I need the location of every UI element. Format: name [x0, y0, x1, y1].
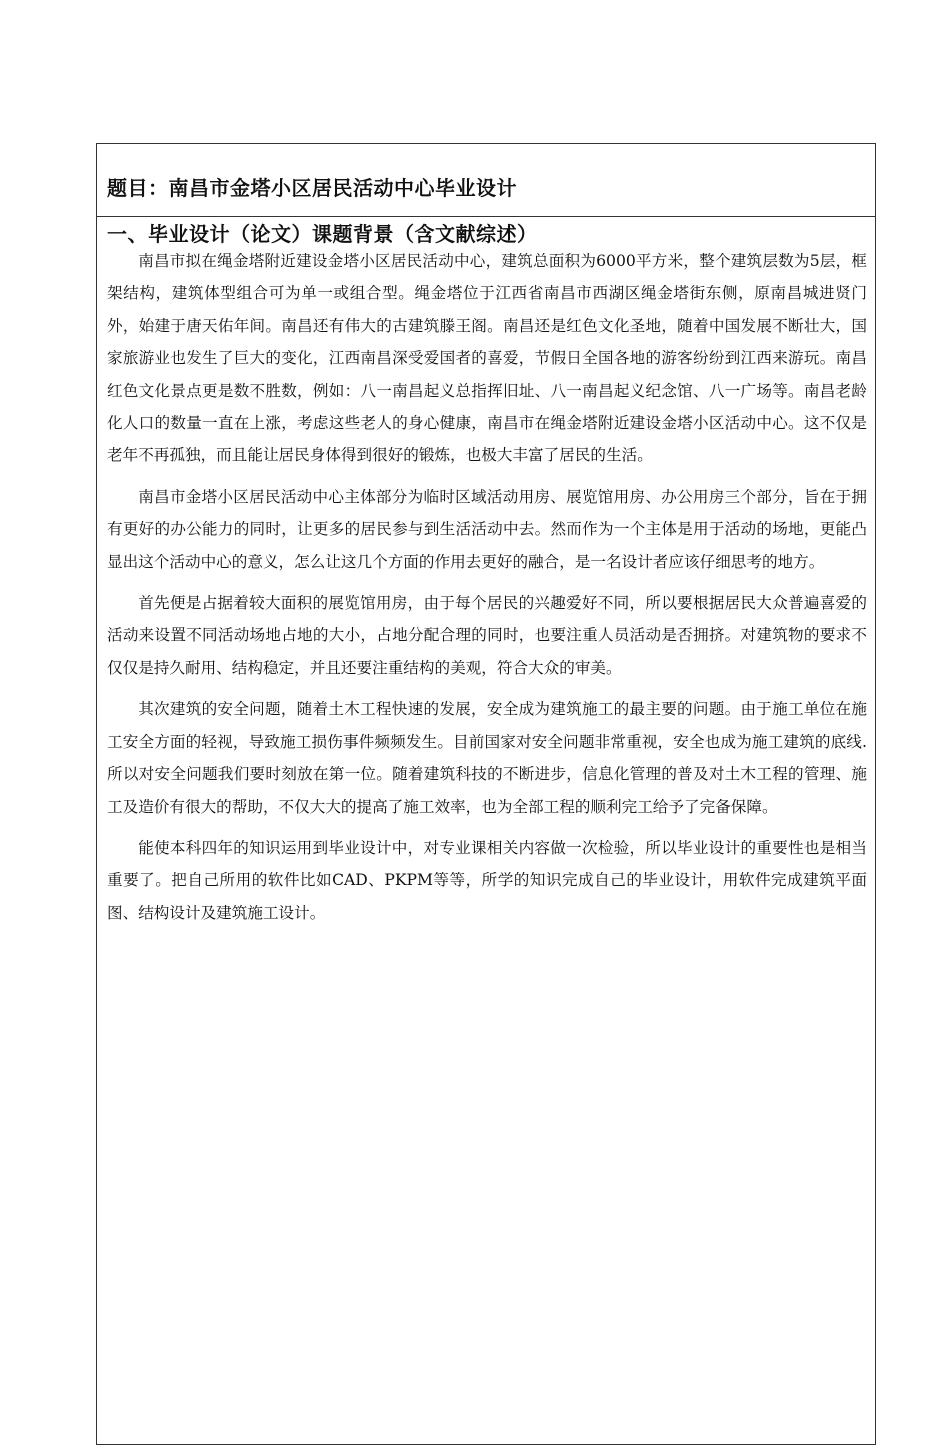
paragraph-3: 首先便是占据着较大面积的展览馆用房，由于每个居民的兴趣爱好不同，所以要根据居民大众普遍喜爱的活动来设置不同活动场地占地的大小，占地分配合理的同时，也要注重人员活动是否拥挤。对建筑物的要求不仅仅是持久耐用、结构稳定，并且还要注重结构的美观，符合大众的审美。 [107, 594, 867, 677]
section-heading: 一、毕业设计（论文）课题背景（含文献综述） [107, 222, 538, 246]
page-title: 题目：南昌市金塔小区居民活动中心毕业设计 [107, 176, 517, 200]
paragraph-4: 其次建筑的安全问题，随着土木工程快速的发展，安全成为建筑施工的最主要的问题。由于施工单位在施工安全方面的轻视，导致施工损伤事件频频发生。目前国家对安全问题非常重视，安全也成为施工建筑的底线.所以对安全问题我们要时刻放在第一位。随着建筑科技的不断进步，信息化管理的普及对土木工程的管理、施工及造价有很大的帮助，不仅大大的提高了施工效率，也为全部工程的顺利完工给予了完备保障。 [107, 700, 867, 816]
paragraph-5: 能使本科四年的知识运用到毕业设计中，对专业课相关内容做一次检验，所以毕业设计的重要性也是相当重要了。把自己所用的软件比如CAD、PKPM等等，所学的知识完成自己的毕业设计，用软件完成建筑平面图、结构设计及建筑施工设计。 [107, 838, 867, 922]
background-cell [97, 217, 875, 1444]
document-table [96, 143, 876, 1445]
title-row [97, 144, 875, 217]
paragraph-list [107, 245, 867, 938]
paragraph-2: 南昌市金塔小区居民活动中心主体部分为临时区域活动用房、展览馆用房、办公用房三个部分，旨在于拥有更好的办公能力的同时，让更多的居民参与到生活活动中去。然而作为一个主体是用于活动的场地，更能凸显出这个活动中心的意义，怎么让这几个方面的作用去更好的融合，是一名设计者应该仔细思考的地方。 [107, 487, 867, 571]
paragraph-1: 南昌市拟在绳金塔附近建设金塔小区居民活动中心，建筑总面积为6000平方米，整个建筑层数为5层，框架结构，建筑体型组合可为单一或组合型。绳金塔位于江西省南昌市西湖区绳金塔街东侧，原南昌城进贤门外，始建于唐天佑年间。南昌还有伟大的古建筑滕王阁。南昌还是红色文化圣地，随着中国发展不断壮大，国家旅游业也发生了巨大的变化，江西南昌深受爱国者的喜爱，节假日全国各地的游客纷纷到江西来游玩。南昌红色文化景点更是数不胜数，例如：八一南昌起义总指挥旧址、八一南昌起义纪念馆、八一广场等。南昌老龄化人口的数量一直在上涨，考虑这些老人的身心健康，南昌市在绳金塔附近建设金塔小区活动中心。这不仅是老年不再孤独，而且能让居民身体得到很好的锻炼，也极大丰富了居民的生活。 [107, 252, 867, 465]
